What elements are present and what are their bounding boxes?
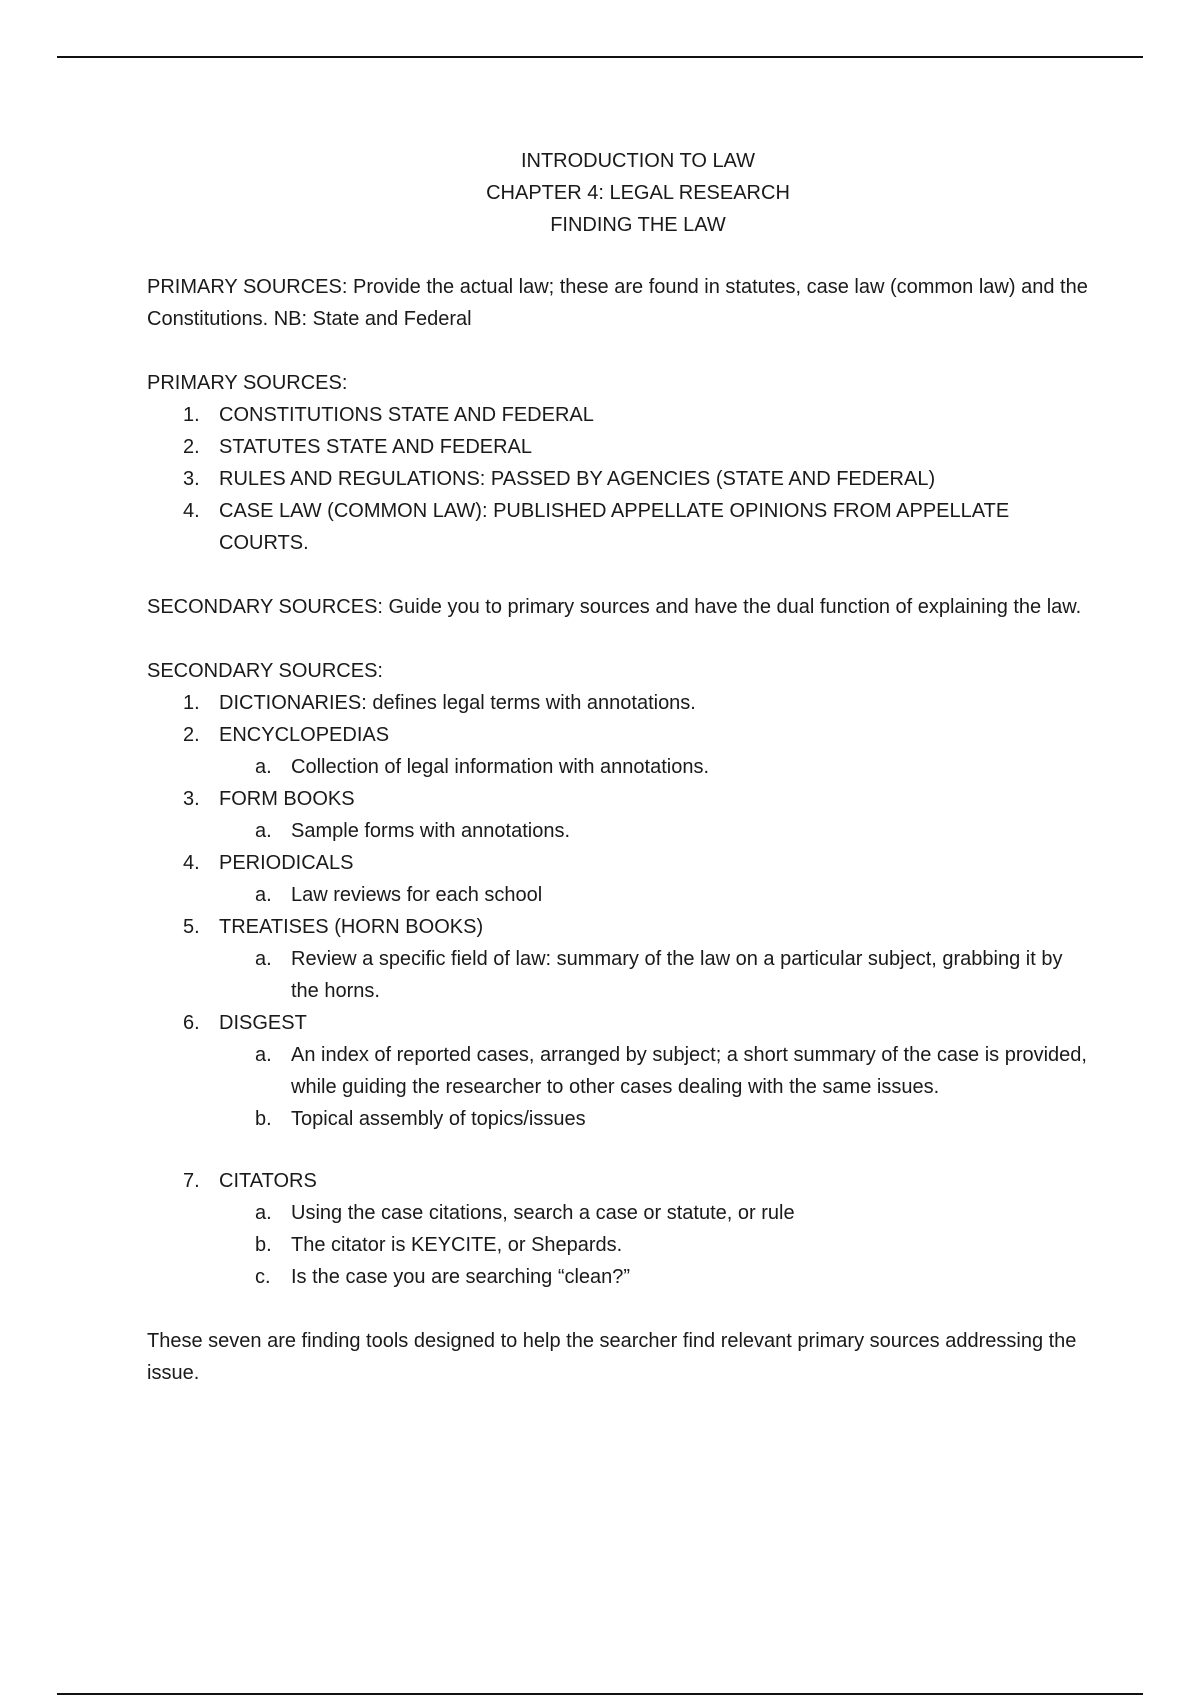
list-item: 3. RULES AND REGULATIONS: PASSED BY AGENCIES (STATE AND FEDERAL) xyxy=(183,468,936,490)
sub-list xyxy=(219,943,1093,1007)
chapter-title: CHAPTER 4: LEGAL RESEARCH xyxy=(486,182,790,204)
sub-list xyxy=(219,751,1093,783)
secondary-definition: SECONDARY SOURCES: Guide you to primary sources and have the dual function of explaining the law. xyxy=(147,596,1082,618)
sub-list-item: a. Collection of legal information with annotations. xyxy=(255,756,710,778)
list-item: 1. DICTIONARIES: defines legal terms with annotations. xyxy=(183,692,696,714)
list-item: 1. CONSTITUTIONS STATE AND FEDERAL xyxy=(183,404,594,426)
list-item: 7. CITATORS a. Using the case citations, search a case or statute, or rule b. The citator is KEYCITE, or Shepards. c. Is the case you are searching “clean?” xyxy=(147,1165,1093,1293)
list-item: 3. FORM BOOKS a. Sample forms with annotations. xyxy=(147,783,1093,847)
primary-heading: PRIMARY SOURCES: xyxy=(147,372,348,394)
sub-list-item: a. Sample forms with annotations. xyxy=(255,820,571,842)
primary-sources-section xyxy=(147,367,1093,559)
document-page xyxy=(147,145,1093,1389)
list-item: 2. ENCYCLOPEDIAS a. Collection of legal information with annotations. xyxy=(147,719,1093,783)
list-item: 5. TREATISES (HORN BOOKS) a. Review a specific field of law: summary of the law on a particular subject, grabbing it by the horns. xyxy=(147,911,1093,1007)
list-item: 6. DISGEST a. An index of reported cases, arranged by subject; a short summary of the case is provided, while guiding the researcher to other cases dealing with the same issues. b. Topical assembly of topics/issues xyxy=(147,1007,1093,1135)
list-item: 4. PERIODICALS a. Law reviews for each school xyxy=(147,847,1093,911)
course-title: INTRODUCTION TO LAW xyxy=(520,150,756,172)
secondary-sources-section xyxy=(147,655,1093,1293)
sub-list xyxy=(219,1039,1093,1135)
sub-list-item: a. An index of reported cases, arranged by subject; a short summary of the case is provided, while guiding the researcher to other cases dealing with the same issues. xyxy=(255,1044,1087,1098)
sub-list-item: a. Review a specific field of law: summary of the law on a particular subject, grabbing it by the horns. xyxy=(255,948,1063,1002)
list-item: 2. STATUTES STATE AND FEDERAL xyxy=(183,436,533,458)
closing-paragraph: These seven are finding tools designed to help the searcher find relevant primary sources addressing the issue. xyxy=(147,1330,1077,1384)
sub-list-item: b. The citator is KEYCITE, or Shepards. xyxy=(255,1234,623,1256)
title-block xyxy=(165,145,1111,241)
sub-list xyxy=(219,1197,1093,1293)
primary-list xyxy=(147,399,1093,559)
sub-list-item: a. Using the case citations, search a case or statute, or rule xyxy=(255,1202,795,1224)
sub-list xyxy=(219,815,1093,847)
top-rule xyxy=(57,56,1143,58)
sub-list-item: a. Law reviews for each school xyxy=(255,884,543,906)
primary-definition: PRIMARY SOURCES: Provide the actual law; these are found in statutes, case law (common law) and the Constitutions. NB: State and Federal xyxy=(147,276,1088,330)
secondary-heading: SECONDARY SOURCES: xyxy=(147,660,383,682)
bottom-rule xyxy=(57,1693,1143,1695)
sub-list xyxy=(219,879,1093,911)
section-title: FINDING THE LAW xyxy=(550,214,726,236)
sub-list-item: b. Topical assembly of topics/issues xyxy=(255,1108,586,1130)
secondary-list xyxy=(147,687,1093,1293)
sub-list-item: c. Is the case you are searching “clean?” xyxy=(255,1266,631,1288)
list-item: 4. CASE LAW (COMMON LAW): PUBLISHED APPELLATE OPINIONS FROM APPELLATE COURTS. xyxy=(183,500,1010,554)
